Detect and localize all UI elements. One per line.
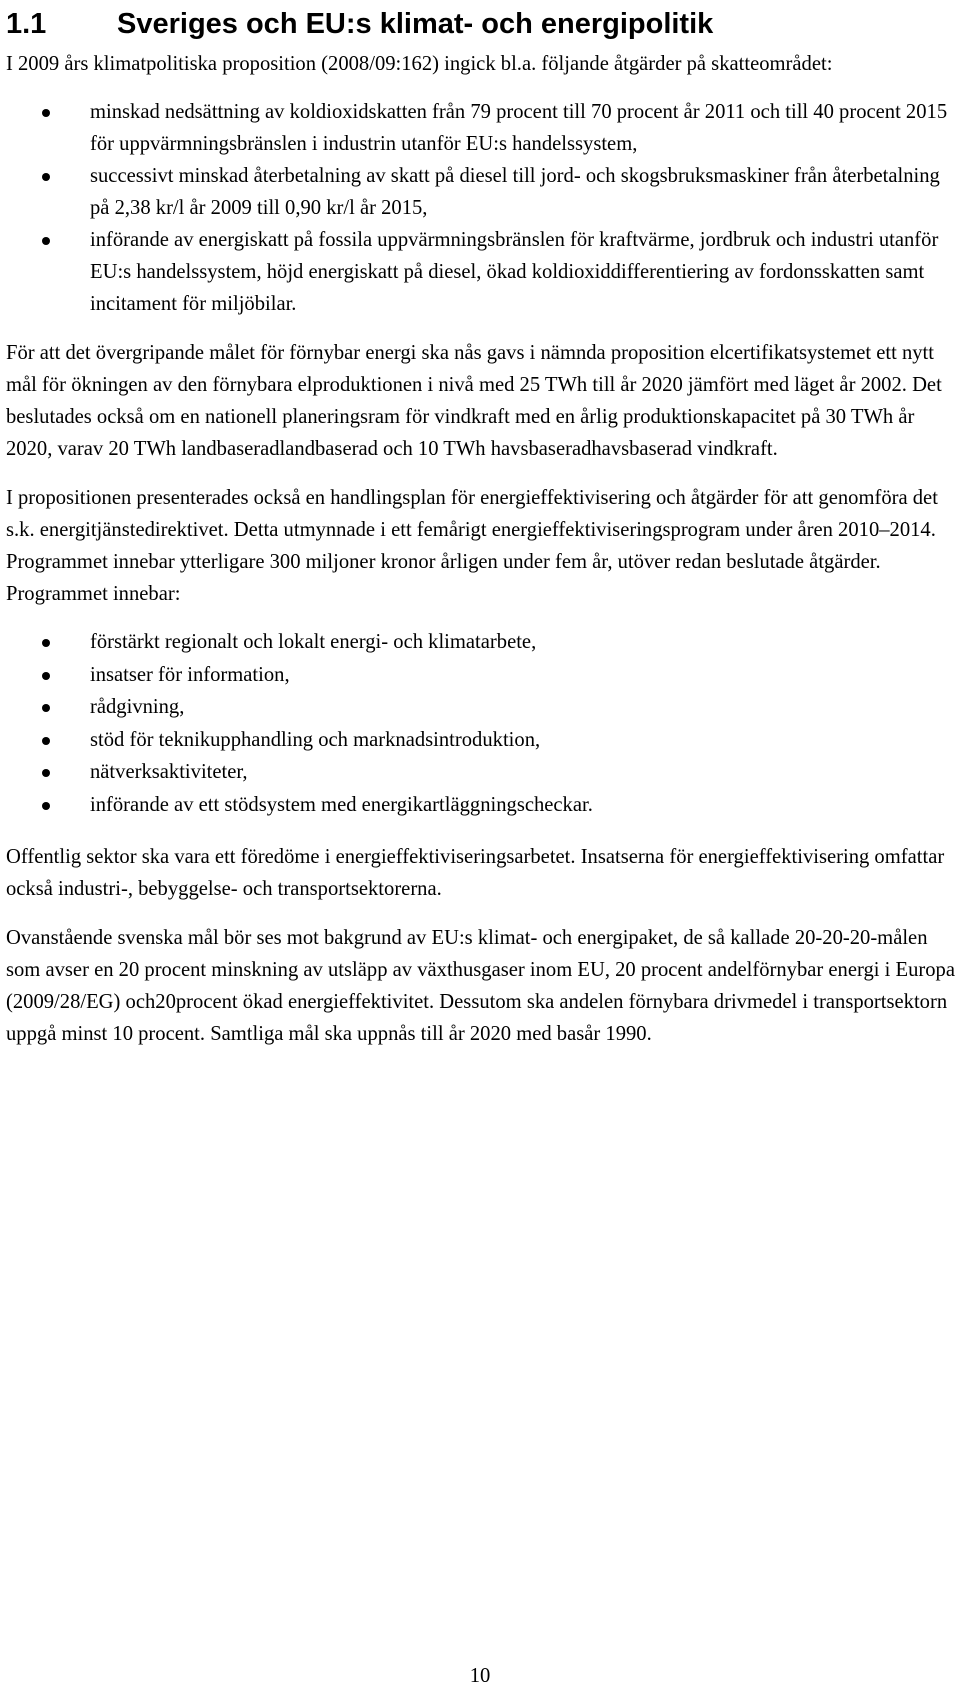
list-item: nätverksaktiviteter, (6, 756, 958, 789)
paragraph-action-plan: I propositionen presenterades också en handlingsplan för energieffektivisering och åtgärder för att genomföra det s.k. energitjänstedirektivet. Detta utmynnade i ett femårigt energieffektiviseringsprogram under åren 2010–2014. Programmet innebar ytterligare 300 miljoner kronor årligen under fem år, utöver redan beslutade åtgärder. Programmet innebar: (6, 487, 938, 605)
list-item: förstärkt regionalt och lokalt energi- och klimatarbete, (6, 626, 958, 659)
paragraph-eu-targets: Ovanstående svenska mål bör ses mot bakgrund av EU:s klimat- och energipaket, de så kallade 20-20-20-målen som avser en 20 procent minskning av utsläpp av växthusgaser inom EU, 20 procent andelförnybar energi i Europa (2009/28/EG) och20procent ökad energieffektivitet. Dessutom ska andelen förnybara drivmedel i transportsektorn uppgå minst 10 procent. Samtliga mål ska uppnås till år 2020 med basår 1990. (6, 927, 955, 1045)
list-item: insatser för information, (6, 659, 958, 692)
list-item: successivt minskad återbetalning av skatt på diesel till jord- och skogsbruksmaskiner från återbetalning på 2,38 kr/l år 2009 till 0,90 kr/l år 2015, (6, 160, 958, 224)
paragraph-renewable-target: För att det övergripande målet för förnybar energi ska nås gavs i nämnda proposition elcertifikatsystemet ett nytt mål för ökningen av den förnybara elproduktionen i nivå med 25 TWh till år 2020 jämfört med läget år 2002. Det beslutades också om en nationell planeringsram för vindkraft med en årlig produktionskapacitet på 30 TWh år 2020, varav 20 TWh landbaseradlandbaserad och 10 TWh havsbaseradhavsbaserad vindkraft. (6, 342, 942, 460)
list-item: införande av ett stödsystem med energikartläggningscheckar. (6, 789, 958, 822)
paragraph-public-sector: Offentlig sektor ska vara ett föredöme i energieffektiviseringsarbetet. Insatserna för energieffektivisering omfattar också industri-, bebyggelse- och transportsektorerna. (6, 846, 945, 900)
tax-measures-list (6, 96, 958, 320)
program-items-list (6, 626, 958, 821)
section-heading (6, 0, 958, 46)
list-item: införande av energiskatt på fossila uppvärmningsbränslen för kraftvärme, jordbruk och industri utanför EU:s handelssystem, höjd energiskatt på diesel, ökad koldioxiddifferentiering av fordonsskatten samt incitament för miljöbilar. (6, 224, 958, 320)
intro-paragraph: I 2009 års klimatpolitiska proposition (2008/09:162) ingick bl.a. följande åtgärder på skatteområdet: (6, 53, 833, 75)
document-page (6, 0, 958, 1050)
page-number: 10 (469, 1665, 491, 1687)
section-title: Sveriges och EU:s klimat- och energipolitik (117, 8, 714, 40)
section-number: 1.1 (6, 8, 47, 40)
list-item: rådgivning, (6, 691, 958, 724)
list-item: minskad nedsättning av koldioxidskatten från 79 procent till 70 procent år 2011 och till 40 procent 2015 för uppvärmningsbränslen i industrin utanför EU:s handelssystem, (6, 96, 958, 160)
list-item: stöd för teknikupphandling och marknadsintroduktion, (6, 724, 958, 757)
